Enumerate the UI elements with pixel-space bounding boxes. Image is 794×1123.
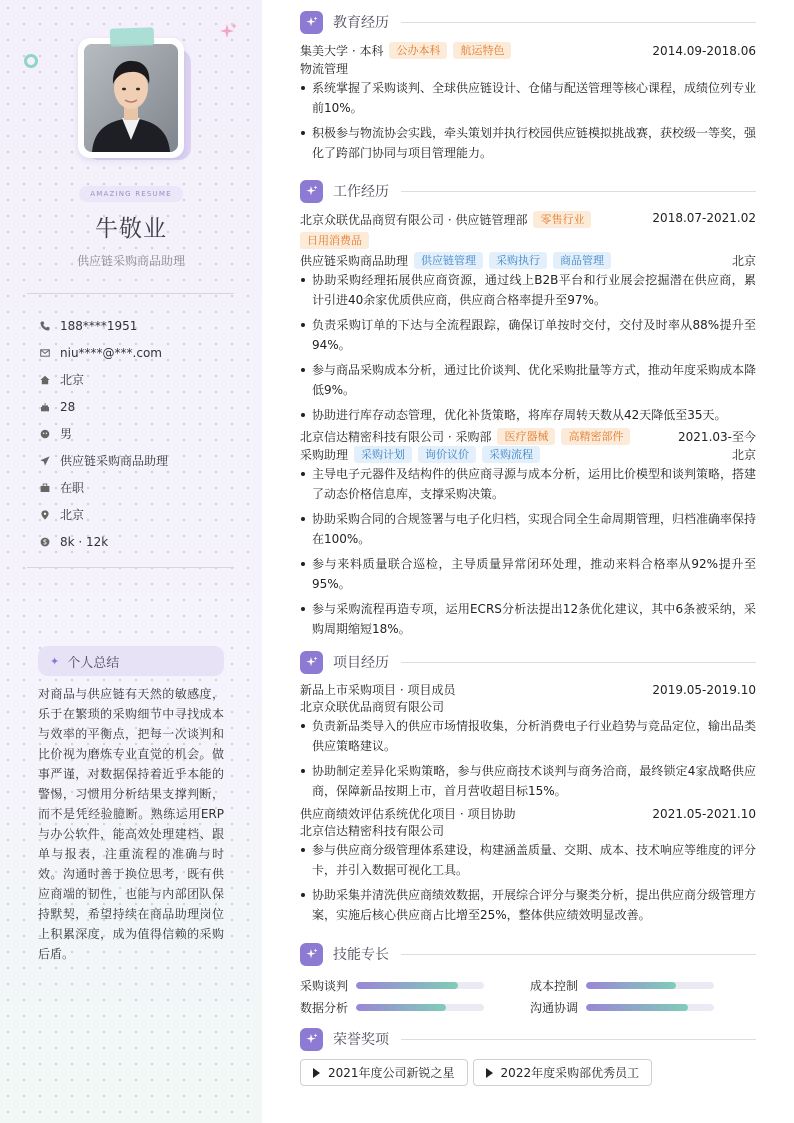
job-position-row bbox=[300, 252, 756, 269]
skills-grid bbox=[300, 976, 756, 1016]
email-value: niu****@***.com bbox=[60, 345, 162, 360]
summary-heading bbox=[38, 646, 224, 676]
project-bullets bbox=[300, 840, 756, 925]
sparkle-icon: ✦ bbox=[50, 654, 60, 668]
send-icon bbox=[40, 454, 60, 468]
info-hometown bbox=[40, 366, 240, 393]
salary-icon bbox=[40, 535, 60, 549]
list-item: 负责新品类导入的供应市场情报收集，分析消费电子行业趋势与竞品定位，输出品类供应策略建议。 bbox=[300, 716, 756, 756]
job-city: 北京 bbox=[731, 448, 756, 462]
awards-list bbox=[300, 1059, 756, 1086]
play-triangle-icon bbox=[313, 1068, 320, 1078]
company-name: 北京众联优品商贸有限公司 · 供应链管理部 bbox=[300, 213, 528, 227]
target-job-value: 供应链采购商品助理 bbox=[60, 454, 169, 468]
info-phone bbox=[40, 312, 240, 339]
info-gender bbox=[40, 420, 240, 447]
award-item bbox=[300, 1059, 468, 1086]
list-item: 参与来料质量联合巡检，主导质量异常闭环处理，推动来料合格率从92%提升至95%。 bbox=[300, 554, 756, 594]
job-bullets bbox=[300, 464, 756, 639]
list-item: 负责采购订单的下达与全流程跟踪，确保订单按时交付，交付及时率从88%提升至94%。 bbox=[300, 315, 756, 355]
industry-tag: 医疗器械 bbox=[497, 428, 555, 445]
photo-tape-decoration bbox=[110, 27, 155, 47]
skill-tag: 采购计划 bbox=[354, 446, 412, 463]
sparkle-icon bbox=[300, 943, 323, 966]
sparkle-icon bbox=[300, 1028, 323, 1051]
award-item bbox=[473, 1059, 653, 1086]
skill-bar-fill bbox=[356, 982, 458, 989]
skill-name: 成本控制 bbox=[530, 978, 579, 993]
projects-section bbox=[300, 650, 756, 930]
divider bbox=[27, 293, 234, 294]
summary-text: 对商品与供应链有天然的敏感度，乐于在繁琐的采购细节中寻找成本与效率的平衡点，把每一次谈判和比价视为磨炼专业直觉的机会。做事严谨，对数据保持着近乎本能的警惕，习惯用分析结果支撑判断，而不是凭经验臆断。熟练运用ERP与办公软件，能高效处理建档、跟单与报表，注重流程的准确与时效。沟通时善于换位思考，既有供应商端的韧性，也能与内部团队保持默契，希望持续在商品助理岗位上积累深度，成为值得信赖的采购后盾。 bbox=[38, 687, 224, 961]
phone-value: 188****1951 bbox=[60, 318, 138, 333]
avatar-portrait-icon bbox=[84, 44, 178, 152]
list-item: 参与商品采购成本分析，通过比价谈判、优化采购批量等方式，推动年度采购成本降低9%。 bbox=[300, 360, 756, 400]
skills-section bbox=[300, 942, 756, 1016]
age-value: 28 bbox=[60, 399, 76, 414]
school-name: 集美大学 · 本科 bbox=[300, 44, 384, 58]
industry-tag: 日用消费品 bbox=[300, 232, 369, 249]
mail-icon bbox=[40, 346, 60, 360]
skill-bar-fill bbox=[356, 1004, 446, 1011]
candidate-name: 牛敬业 bbox=[95, 216, 167, 242]
list-item: 系统掌握了采购谈判、全球供应链设计、仓储与配送管理等核心课程，成绩位列专业前10%。 bbox=[300, 78, 756, 118]
skill-bar-fill bbox=[586, 982, 676, 989]
skill-tag: 商品管理 bbox=[553, 252, 611, 269]
gender-value: 男 bbox=[60, 427, 73, 441]
section-rule bbox=[401, 1039, 756, 1040]
project-date: 2019.05-2019.10 bbox=[652, 682, 756, 697]
hometown-value: 北京 bbox=[60, 373, 85, 387]
job-date: 2021.03-至今 bbox=[678, 430, 756, 444]
project-header-row bbox=[300, 805, 756, 822]
education-section bbox=[300, 10, 756, 168]
info-age bbox=[40, 393, 240, 420]
job-bullets bbox=[300, 270, 756, 425]
sparkle-decoration-icon bbox=[218, 22, 238, 42]
divider bbox=[27, 567, 234, 568]
section-header bbox=[300, 1027, 756, 1051]
info-target-job bbox=[40, 447, 240, 474]
play-triangle-icon bbox=[486, 1068, 493, 1078]
school-tag: 公办本科 bbox=[389, 42, 447, 59]
section-title: 项目经历 bbox=[333, 655, 389, 671]
status-value: 在职 bbox=[60, 481, 85, 495]
ring-decoration-icon bbox=[24, 54, 38, 68]
section-rule bbox=[401, 662, 756, 663]
skill-bar bbox=[586, 1004, 714, 1011]
project-name: 供应商绩效评估系统优化项目 · 项目协助 bbox=[300, 807, 516, 821]
section-header bbox=[300, 650, 756, 674]
awards-section bbox=[300, 1027, 756, 1086]
project-date: 2021.05-2021.10 bbox=[652, 806, 756, 821]
section-header bbox=[300, 10, 756, 34]
skill-name: 沟通协调 bbox=[530, 1000, 579, 1015]
list-item: 协助采购合同的合规签署与电子化归档，实现合同全生命周期管理，归档准确率保持在100%。 bbox=[300, 509, 756, 549]
sparkle-icon bbox=[300, 11, 323, 34]
sparkle-icon bbox=[300, 180, 323, 203]
list-item: 主导电子元器件及结构件的供应商寻源与成本分析，运用比价模型和谈判策略，搭建了动态价格信息库，支撑采购决策。 bbox=[300, 464, 756, 504]
list-item: 协助进行库存动态管理，优化补货策略，将库存周转天数从42天降低至35天。 bbox=[300, 405, 756, 425]
industry-tag: 零售行业 bbox=[533, 211, 591, 228]
list-item: 协助采集并清洗供应商绩效数据，开展综合评分与聚类分析，提出供应商分级管理方案，实施后核心供应商占比增至25%，整体供应绩效明显改善。 bbox=[300, 885, 756, 925]
resume-badge: AMAZING RESUME bbox=[79, 186, 183, 202]
summary-title: 个人总结 bbox=[67, 655, 120, 671]
skill-item bbox=[300, 976, 530, 994]
skill-name: 数据分析 bbox=[300, 1000, 349, 1015]
section-title: 技能专长 bbox=[333, 947, 389, 963]
cake-icon bbox=[40, 400, 60, 414]
section-title: 工作经历 bbox=[333, 184, 389, 200]
education-date: 2014.09-2018.06 bbox=[652, 43, 756, 58]
skill-item bbox=[530, 976, 756, 994]
sparkle-icon bbox=[300, 651, 323, 674]
project-company: 北京众联优品商贸有限公司 bbox=[300, 700, 445, 714]
skill-tag: 采购流程 bbox=[482, 446, 540, 463]
skill-bar-fill bbox=[586, 1004, 688, 1011]
list-item: 协助制定差异化采购策略，参与供应商技术谈判与商务洽商，最终锁定4家战略供应商，保障新品按期上市，首月营收超目标15%。 bbox=[300, 761, 756, 801]
info-email bbox=[40, 339, 240, 366]
education-bullets bbox=[300, 78, 756, 163]
work-section bbox=[300, 179, 756, 644]
job-position-row bbox=[300, 446, 756, 463]
industry-tag: 高精密部件 bbox=[561, 428, 630, 445]
list-item: 协助采购经理拓展供应商资源，通过线上B2B平台和行业展会挖掘潜在供应商，累计引进40余家优质供应商，供应商合格率提升至97%。 bbox=[300, 270, 756, 310]
skill-tag: 采购执行 bbox=[489, 252, 547, 269]
list-item: 参与供应商分级管理体系建设，构建涵盖质量、交期、成本、技术响应等维度的评分卡，并引入数据可视化工具。 bbox=[300, 840, 756, 880]
section-rule bbox=[401, 954, 756, 955]
section-header bbox=[300, 179, 756, 203]
section-title: 荣誉奖项 bbox=[333, 1032, 389, 1048]
major: 物流管理 bbox=[300, 62, 349, 76]
list-item: 积极参与物流协会实践，牵头策划并执行校园供应链模拟挑战赛，获校级一等奖，强化了跨部门协同与项目管理能力。 bbox=[300, 123, 756, 163]
info-target-city bbox=[40, 501, 240, 528]
info-salary bbox=[40, 528, 240, 555]
skill-bar bbox=[356, 1004, 484, 1011]
candidate-title: 供应链采购商品助理 bbox=[76, 254, 185, 268]
job-header-row bbox=[300, 211, 756, 249]
target-city-value: 北京 bbox=[60, 508, 85, 522]
job-date: 2018.07-2021.02 bbox=[652, 211, 756, 225]
section-rule bbox=[401, 22, 756, 23]
phone-icon bbox=[40, 319, 60, 333]
job-position: 供应链采购商品助理 bbox=[300, 254, 409, 268]
home-icon bbox=[40, 373, 60, 387]
skill-tag: 供应链管理 bbox=[414, 252, 483, 269]
section-title: 教育经历 bbox=[333, 15, 389, 31]
job-position: 采购助理 bbox=[300, 448, 349, 462]
company-name: 北京信达精密科技有限公司 · 采购部 bbox=[300, 430, 492, 444]
project-bullets bbox=[300, 716, 756, 801]
skill-item bbox=[300, 998, 530, 1016]
salary-value: 8k · 12k bbox=[60, 534, 109, 549]
award-name: 2022年度采购部优秀员工 bbox=[500, 1066, 640, 1080]
sidebar bbox=[0, 0, 262, 1123]
section-header bbox=[300, 942, 756, 966]
gender-icon bbox=[40, 427, 60, 441]
education-header-row bbox=[300, 42, 756, 59]
project-header-row bbox=[300, 681, 756, 698]
job-header-row bbox=[300, 428, 756, 445]
job-city: 北京 bbox=[731, 254, 756, 268]
location-icon bbox=[40, 508, 60, 522]
list-item: 参与采购流程再造专项，运用ECRS分析法提出12条优化建议，其中6条被采纳，采购周期缩短18%。 bbox=[300, 599, 756, 639]
school-tag: 航运特色 bbox=[453, 42, 511, 59]
skill-bar bbox=[356, 982, 484, 989]
section-rule bbox=[401, 191, 756, 192]
award-name: 2021年度公司新锐之星 bbox=[328, 1066, 455, 1080]
contact-info-list bbox=[40, 312, 240, 555]
skill-item bbox=[530, 998, 756, 1016]
briefcase-icon bbox=[40, 481, 60, 495]
avatar bbox=[78, 38, 184, 158]
info-status bbox=[40, 474, 240, 501]
project-name: 新品上市采购项目 · 项目成员 bbox=[300, 683, 456, 697]
project-company: 北京信达精密科技有限公司 bbox=[300, 824, 445, 838]
skill-bar bbox=[586, 982, 714, 989]
skill-tag: 询价议价 bbox=[418, 446, 476, 463]
skill-name: 采购谈判 bbox=[300, 978, 349, 993]
